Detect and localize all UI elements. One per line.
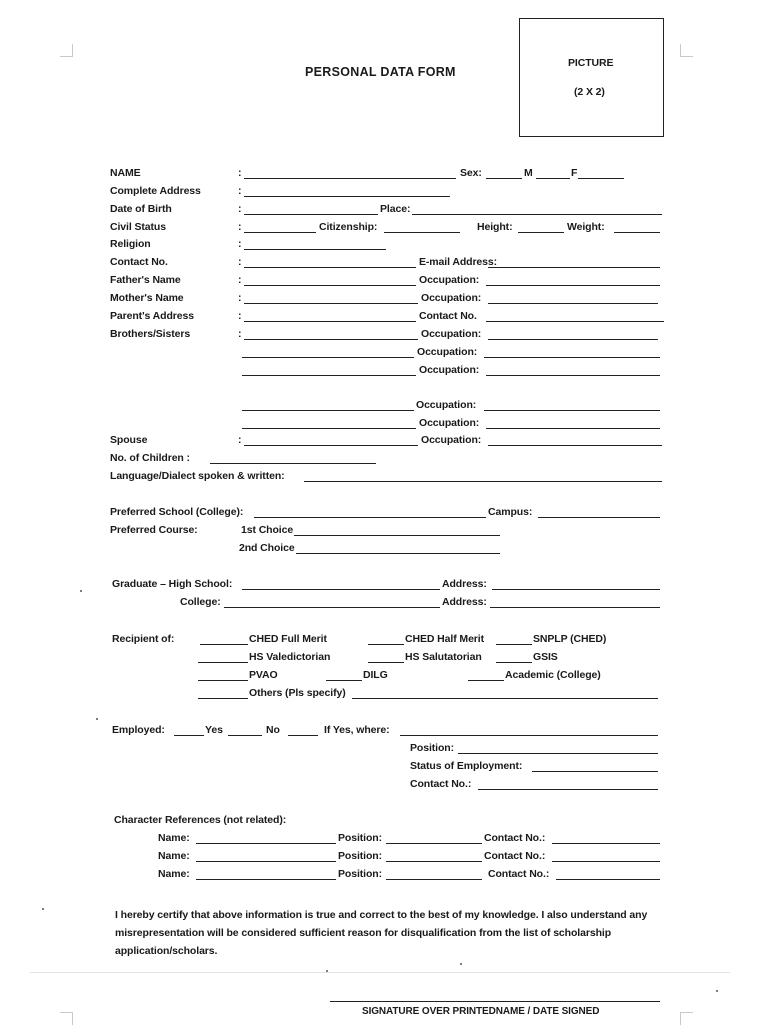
label-weight: Weight: (567, 221, 605, 233)
label-others: Others (Pls specify) (249, 687, 346, 699)
label-email: E-mail Address: (419, 256, 498, 268)
label-spouse: Spouse (110, 434, 148, 446)
label-hs-valedictorian: HS Valedictorian (249, 651, 331, 663)
college-field[interactable] (224, 607, 440, 608)
colon: : (238, 167, 242, 179)
label-ref-contact: Contact No.: (488, 868, 550, 880)
scan-speck (80, 590, 82, 592)
label-ref-position: Position: (338, 850, 383, 862)
college-address-field[interactable] (490, 607, 660, 608)
label-name: NAME (110, 167, 141, 179)
crop-mark-top-right (680, 44, 693, 57)
academic-checkbox[interactable] (468, 680, 504, 681)
employed-yes-checkbox[interactable] (174, 735, 204, 736)
high-school-field[interactable] (242, 589, 440, 590)
picture-size: (2 X 2) (574, 86, 605, 98)
label-snplp: SNPLP (CHED) (533, 633, 607, 645)
status-of-employment-field[interactable] (532, 771, 658, 772)
employer-field[interactable] (400, 735, 658, 736)
dilg-checkbox[interactable] (326, 680, 362, 681)
label-sibling-occupation: Occupation: (419, 417, 480, 429)
label-ref-position: Position: (338, 832, 383, 844)
label-employed-no: No (266, 724, 280, 736)
label-brothers-sisters: Brothers/Sisters (110, 328, 191, 340)
label-campus: Campus: (488, 506, 533, 518)
colon: : (238, 328, 242, 340)
certification-statement: I hereby certify that above information is true and correct to the best of my knowledge. I also understand any misrepresentation will be considered sufficient reason for disqualification from the list of scholarship application/scholars. (115, 909, 648, 957)
crop-mark-bottom-right (680, 1012, 693, 1025)
label-if-yes-where: If Yes, where: (324, 724, 390, 736)
label-employed: Employed: (112, 724, 165, 736)
label-status-of-employment: Status of Employment: (410, 760, 523, 772)
second-choice-field[interactable] (296, 553, 500, 554)
snplp-checkbox[interactable] (496, 644, 532, 645)
label-ref-contact: Contact No.: (484, 832, 546, 844)
parents-contact-field[interactable] (486, 321, 664, 322)
language-field[interactable] (304, 481, 662, 482)
ref-contact-field[interactable] (556, 879, 660, 880)
colon: : (238, 256, 242, 268)
label-religion: Religion (110, 238, 151, 250)
place-field[interactable] (412, 214, 662, 215)
colon: : (238, 221, 242, 233)
first-choice-field[interactable] (294, 535, 500, 536)
sibling-occupation-field[interactable] (488, 339, 658, 340)
label-sibling-occupation: Occupation: (416, 399, 477, 411)
sibling-occupation-field[interactable] (486, 375, 660, 376)
label-ref-name: Name: (158, 868, 190, 880)
complete-address-field[interactable] (244, 196, 450, 197)
ref-name-field[interactable] (196, 843, 336, 844)
crop-mark-top-left (60, 44, 73, 57)
picture-box[interactable] (519, 18, 664, 137)
scan-speck (42, 908, 44, 910)
crop-mark-bottom-left (60, 1012, 73, 1025)
mothers-name-field[interactable] (244, 303, 418, 304)
label-sex: Sex: (460, 167, 482, 179)
fathers-name-field[interactable] (244, 285, 416, 286)
sibling-name-field[interactable] (242, 357, 414, 358)
contact-no-field[interactable] (244, 267, 416, 268)
label-preferred-school: Preferred School (College): (110, 506, 244, 518)
employed-no-line[interactable] (288, 735, 318, 736)
sibling-name-field[interactable] (244, 339, 418, 340)
scan-speck (96, 718, 98, 720)
spouse-field[interactable] (244, 445, 418, 446)
label-ref-position: Position: (338, 868, 383, 880)
label-first-choice: 1st Choice (241, 524, 294, 536)
label-ref-contact: Contact No.: (484, 850, 546, 862)
label-character-references: Character References (not related): (114, 814, 287, 826)
sibling-occupation-field[interactable] (484, 357, 660, 358)
hs-valedictorian-checkbox[interactable] (198, 662, 248, 663)
label-high-school-address: Address: (442, 578, 487, 590)
signature-field[interactable] (330, 1001, 660, 1002)
sibling-name-field[interactable] (242, 428, 416, 429)
label-sibling-occupation: Occupation: (419, 364, 480, 376)
label-dilg: DILG (363, 669, 388, 681)
label-f: F (571, 167, 578, 179)
height-field[interactable] (518, 232, 564, 233)
ref-position-field[interactable] (386, 843, 482, 844)
label-date-of-birth: Date of Birth (110, 203, 172, 215)
gsis-checkbox[interactable] (496, 662, 532, 663)
label-ched-full-merit: CHED Full Merit (249, 633, 327, 645)
name-field[interactable] (244, 178, 456, 179)
label-second-choice: 2nd Choice (239, 542, 295, 554)
sex-f-field[interactable] (536, 178, 570, 179)
label-mothers-name: Mother's Name (110, 292, 184, 304)
ref-position-field[interactable] (386, 879, 482, 880)
colon: : (238, 434, 242, 446)
label-employment-contact: Contact No.: (410, 778, 472, 790)
label-sibling-occupation: Occupation: (421, 328, 482, 340)
ref-name-field[interactable] (196, 879, 336, 880)
preferred-school-field[interactable] (254, 517, 486, 518)
ref-name-field[interactable] (196, 861, 336, 862)
colon: : (238, 274, 242, 286)
label-pvao: PVAO (249, 669, 278, 681)
sex-f-line[interactable] (578, 178, 624, 179)
father-occupation-field[interactable] (486, 285, 660, 286)
picture-label: PICTURE (568, 57, 614, 69)
signature-label: SIGNATURE OVER PRINTEDNAME / DATE SIGNED (362, 1006, 600, 1017)
label-position: Position: (410, 742, 455, 754)
no-of-children-field[interactable] (210, 463, 376, 464)
label-language: Language/Dialect spoken & written: (110, 470, 285, 482)
position-field[interactable] (458, 753, 658, 754)
ched-half-merit-checkbox[interactable] (368, 644, 404, 645)
ref-position-field[interactable] (386, 861, 482, 862)
pvao-checkbox[interactable] (198, 680, 248, 681)
label-ched-half-merit: CHED Half Merit (405, 633, 485, 645)
campus-field[interactable] (538, 517, 660, 518)
colon: : (238, 310, 242, 322)
ched-full-merit-checkbox[interactable] (200, 644, 248, 645)
parents-address-field[interactable] (244, 321, 416, 322)
label-height: Height: (477, 221, 513, 233)
label-civil-status: Civil Status (110, 221, 166, 233)
label-parents-address: Parent's Address (110, 310, 194, 322)
label-preferred-course: Preferred Course: (110, 524, 198, 536)
label-sibling-occupation: Occupation: (417, 346, 478, 358)
form-title: PERSONAL DATA FORM (305, 65, 456, 79)
scan-speck (326, 970, 328, 972)
label-high-school: Graduate – High School: (112, 578, 233, 590)
label-complete-address: Complete Address (110, 185, 201, 197)
label-no-of-children: No. of Children : (110, 452, 190, 464)
label-fathers-name: Father's Name (110, 274, 181, 286)
sibling-name-field[interactable] (242, 375, 416, 376)
sex-m-field[interactable] (486, 178, 522, 179)
label-father-occupation: Occupation: (419, 274, 480, 286)
colon: : (238, 185, 242, 197)
label-gsis: GSIS (533, 651, 558, 663)
email-field[interactable] (488, 267, 660, 268)
label-academic: Academic (College) (505, 669, 601, 681)
sibling-occupation-field[interactable] (486, 428, 660, 429)
religion-field[interactable] (244, 249, 386, 250)
label-college-address: Address: (442, 596, 487, 608)
mother-occupation-field[interactable] (488, 303, 658, 304)
high-school-address-field[interactable] (492, 589, 660, 590)
label-ref-name: Name: (158, 850, 190, 862)
date-of-birth-field[interactable] (244, 214, 378, 215)
label-hs-salutatorian: HS Salutatorian (405, 651, 482, 663)
label-spouse-occupation: Occupation: (421, 434, 482, 446)
ref-contact-field[interactable] (552, 843, 660, 844)
weight-field[interactable] (614, 232, 660, 233)
sibling-occupation-field[interactable] (484, 410, 660, 411)
label-citizenship: Citizenship: (319, 221, 378, 233)
employed-no-checkbox[interactable] (228, 735, 262, 736)
employment-contact-field[interactable] (478, 789, 658, 790)
colon: : (238, 292, 242, 304)
scan-speck (716, 990, 718, 992)
page-divider (30, 972, 730, 973)
label-m: M (524, 167, 533, 179)
label-mother-occupation: Occupation: (421, 292, 482, 304)
others-checkbox[interactable] (198, 698, 248, 699)
spouse-occupation-field[interactable] (488, 445, 662, 446)
label-ref-name: Name: (158, 832, 190, 844)
label-place: Place: (380, 203, 411, 215)
colon: : (238, 238, 242, 250)
civil-status-field[interactable] (244, 232, 316, 233)
citizenship-field[interactable] (384, 232, 460, 233)
scan-speck (460, 963, 462, 965)
hs-salutatorian-checkbox[interactable] (368, 662, 404, 663)
ref-contact-field[interactable] (552, 861, 660, 862)
label-employed-yes: Yes (205, 724, 223, 736)
others-specify-field[interactable] (352, 698, 658, 699)
label-contact-no: Contact No. (110, 256, 168, 268)
label-college: College: (180, 596, 221, 608)
colon: : (238, 203, 242, 215)
label-parents-contact: Contact No. (419, 310, 477, 322)
sibling-name-field[interactable] (242, 410, 414, 411)
label-recipient: Recipient of: (112, 633, 175, 645)
